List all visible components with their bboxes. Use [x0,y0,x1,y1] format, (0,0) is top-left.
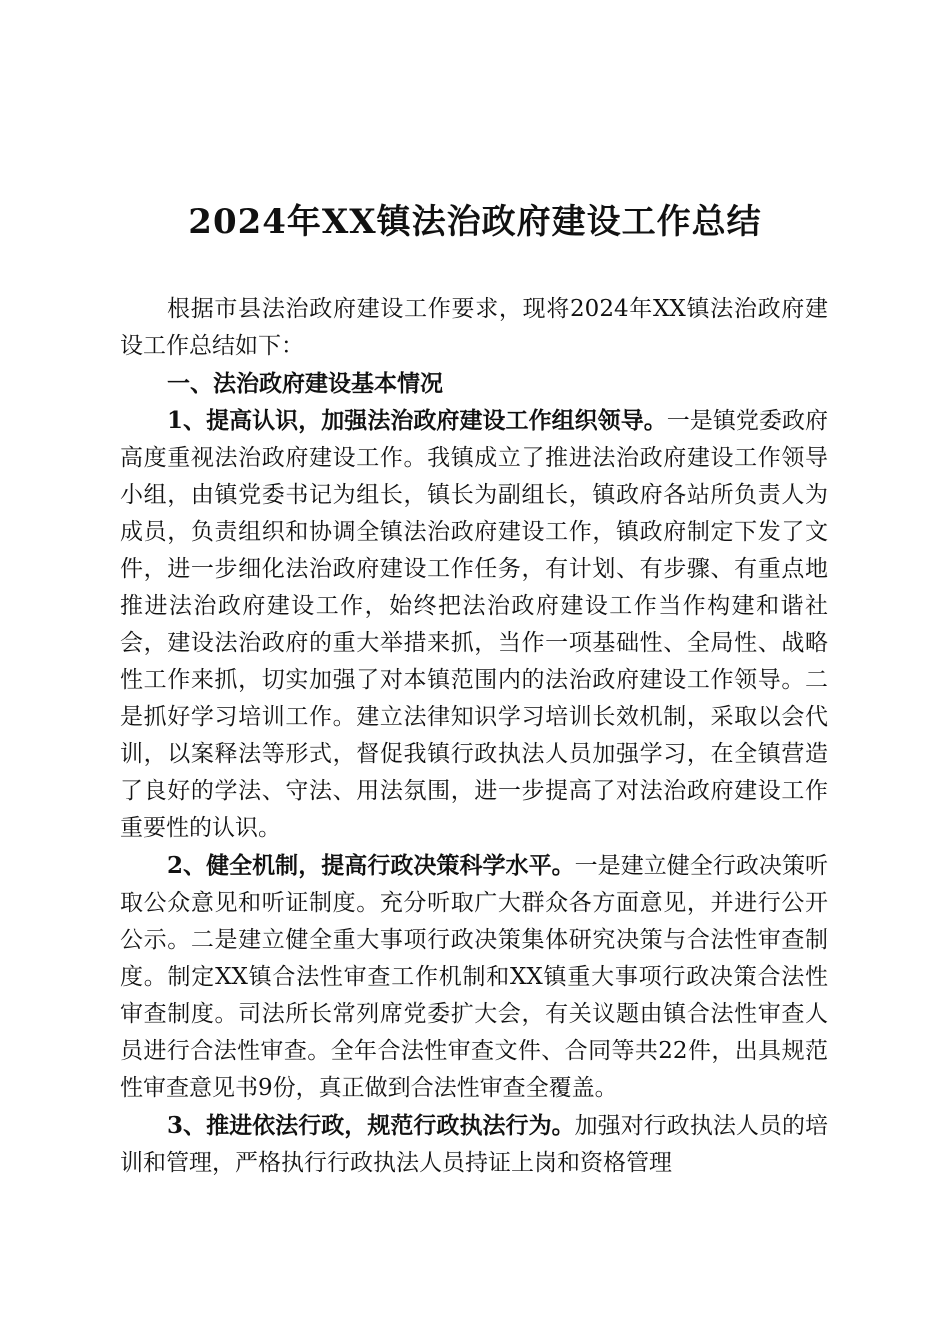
item-lead-3: 3、推进依法行政，规范行政执法行为。 [167,1112,575,1139]
item-paragraph-3 [120,1107,828,1182]
item-text-2: 一是建立健全行政决策听取公众意见和听证制度。充分听取广大群众各方面意见，并进行公开公示。二是建立健全重大事项行政决策集体研究决策与合法性审查制度。制定XX镇合法性审查工作机制和XX镇重大事项行政决策合法性审查制度。司法所长常列席党委扩大会，有关议题由镇合法性审查人员进行合法性审查。全年合法性审查文件、合同等共22件，出具规范性审查意见书9份，真正做到合法性审查全覆盖。 [120,853,828,1101]
item-lead-2: 2、健全机制，提高行政决策科学水平。 [167,852,575,879]
item-paragraph-2 [120,847,828,1107]
section-heading: 一、法治政府建设基本情况 [167,370,443,397]
item-text-3: 加强对行政执法人员的培训和管理，严格执行行政执法人员持证上岗和资格管理 [120,1113,828,1176]
item-lead-1: 1、提高认识，加强法治政府建设工作组织领导。 [167,407,667,434]
intro-paragraph: 根据市县法治政府建设工作要求，现将2024年XX镇法治政府建设工作总结如下： [120,296,828,359]
document-title: 2024年XX镇法治政府建设工作总结 [188,202,762,242]
item-text-1: 一是镇党委政府高度重视法治政府建设工作。我镇成立了推进法治政府建设工作领导小组，由镇党委书记为组长，镇长为副组长，镇政府各站所负责人为成员，负责组织和协调全镇法治政府建设工作，镇政府制定下发了文件，进一步细化法治政府建设工作任务，有计划、有步骤、有重点地推进法治政府建设工作，始终把法治政府建设工作当作构建和谐社会，建设法治政府的重大举措来抓，当作一项基础性、全局性、战略性工作来抓，切实加强了对本镇范围内的法治政府建设工作领导。二是抓好学习培训工作。建立法律知识学习培训长效机制，采取以会代训，以案释法等形式，督促我镇行政执法人员加强学习，在全镇营造了良好的学法、守法、用法氛围，进一步提高了对法治政府建设工作重要性的认识。 [120,408,828,841]
item-paragraph-1 [120,402,828,847]
document-body [120,291,828,1182]
